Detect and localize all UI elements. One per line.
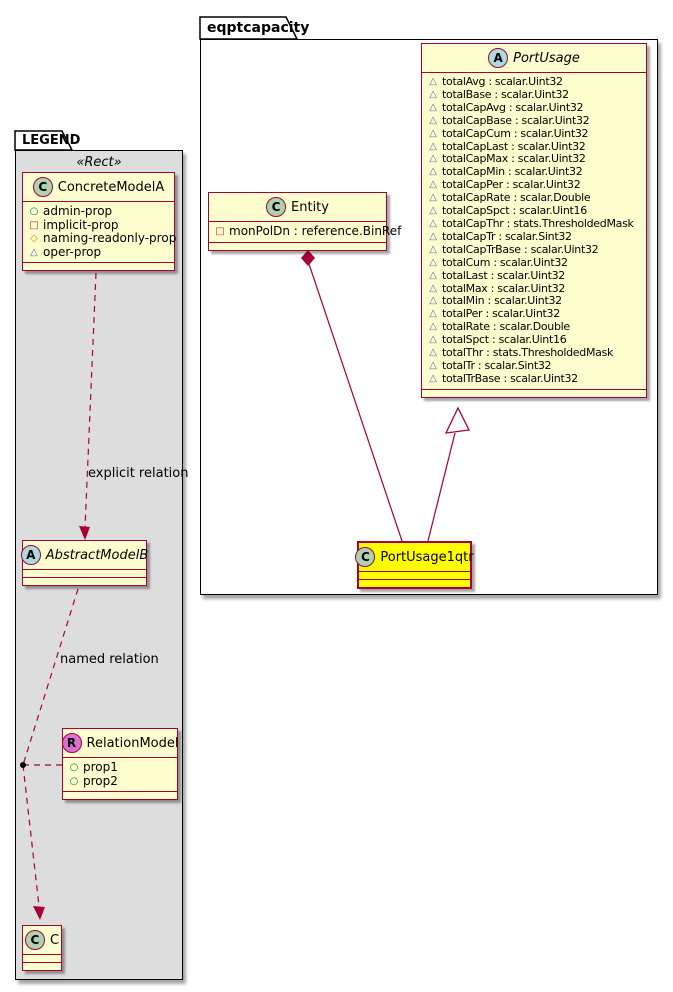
named-relation-arrowhead-icon: [33, 906, 45, 920]
attribute-text: monPolDn : reference.BinRef: [229, 224, 402, 238]
attribute-text: totalCapTrBase : scalar.Uint32: [442, 242, 599, 256]
explicit-relation-arrowhead-icon: [79, 526, 90, 540]
attribute-row: [209, 224, 402, 239]
visibility-icon: △: [429, 372, 437, 384]
attribute-text: oper-prop: [43, 244, 102, 259]
entity-attributes: [209, 222, 402, 242]
attribute-text: totalPer : scalar.Uint32: [442, 307, 560, 321]
attribute-text: totalCapTr : scalar.Sint32: [442, 229, 572, 243]
class-portusage1qtr: [357, 541, 472, 589]
legend-stereotype-label: «Rect»: [76, 155, 122, 170]
class-name: PortUsage1qtr: [380, 549, 474, 565]
attribute-row: [422, 373, 646, 386]
visibility-icon: △: [429, 334, 437, 346]
empty-methods-compartment: [23, 262, 174, 270]
class-name: AbstractModelB: [45, 547, 149, 563]
visibility-icon: △: [429, 282, 437, 294]
visibility-icon: △: [429, 88, 437, 100]
empty-methods-compartment: [422, 389, 646, 397]
class-concretemodela: [22, 172, 175, 271]
visibility-icon: △: [30, 246, 38, 258]
attribute-text: totalCapRate : scalar.Double: [442, 191, 591, 205]
empty-fields-compartment: [23, 570, 146, 577]
composition-line: [309, 264, 402, 541]
visibility-icon: △: [429, 347, 437, 359]
visibility-icon: △: [429, 101, 437, 113]
relation-spot-icon: R: [62, 733, 82, 753]
class-title: [209, 193, 386, 222]
attribute-text: totalCapAvg : scalar.Uint32: [442, 100, 584, 114]
attribute-row: [422, 270, 646, 283]
attribute-row: [63, 775, 177, 789]
visibility-icon: △: [429, 140, 437, 152]
class-name: RelationModel: [86, 735, 179, 751]
visibility-icon: □: [29, 219, 39, 231]
attribute-row: [23, 205, 174, 219]
attribute-row: [63, 761, 177, 775]
class-title: [23, 926, 61, 955]
attribute-text: implicit-prop: [43, 217, 119, 232]
class-relationmodel: [62, 728, 178, 800]
legend-package-label: LEGEND: [22, 133, 81, 148]
visibility-icon: △: [429, 192, 437, 204]
attribute-row: [422, 76, 646, 89]
attribute-text: totalCapLast : scalar.Uint32: [442, 139, 586, 153]
visibility-icon: △: [429, 205, 437, 217]
generalization-line: [428, 433, 455, 541]
visibility-icon: ○: [29, 206, 39, 217]
class-name: ConcreteModelA: [57, 179, 165, 195]
class-title: [23, 173, 174, 202]
class-name: PortUsage: [513, 50, 580, 66]
explicit-relation-line: [85, 273, 96, 528]
attribute-text: totalBase : scalar.Uint32: [442, 87, 569, 101]
named-relation-label: named relation: [60, 652, 159, 667]
empty-fields-compartment: [23, 955, 61, 962]
abstract-spot-icon: A: [488, 48, 508, 68]
visibility-icon: △: [429, 295, 437, 307]
class-portusage: [421, 43, 647, 398]
class-title: [63, 729, 177, 758]
visibility-icon: △: [429, 269, 437, 281]
attribute-text: totalCapCum : scalar.Uint32: [442, 126, 589, 140]
visibility-icon: △: [429, 321, 437, 333]
attribute-text: totalTr : scalar.Sint32: [442, 358, 552, 372]
visibility-icon: ○: [69, 775, 79, 787]
attribute-text: totalCapPer : scalar.Uint32: [442, 178, 581, 192]
attribute-row: [422, 89, 646, 102]
class-c: [22, 925, 62, 971]
attribute-row: [422, 115, 646, 128]
attribute-text: prop2: [83, 773, 118, 788]
class-name: C: [49, 932, 60, 948]
visibility-icon: △: [429, 243, 437, 255]
attribute-text: totalCapSpct : scalar.Uint16: [442, 204, 587, 218]
class-title: [23, 541, 149, 570]
visibility-icon: △: [429, 359, 437, 371]
attribute-row: [23, 246, 174, 260]
class-spot-icon: C: [25, 930, 45, 950]
visibility-icon: △: [429, 114, 437, 126]
portusage-attributes: [422, 73, 646, 389]
visibility-icon: △: [429, 217, 437, 229]
attribute-row: [23, 231, 177, 246]
attribute-text: totalMax : scalar.Uint32: [442, 281, 566, 295]
visibility-icon: △: [429, 166, 437, 178]
named-relation-line-lower: [23, 765, 39, 906]
relationmodel-attributes: [63, 758, 177, 791]
explicit-relation-label: explicit relation: [88, 466, 189, 481]
attribute-text: naming-readonly-prop: [43, 231, 177, 245]
empty-methods-compartment: [23, 962, 61, 970]
class-entity: [208, 192, 402, 251]
attribute-text: totalCapMin : scalar.Uint32: [442, 165, 583, 179]
attribute-text: totalMin : scalar.Uint32: [442, 294, 562, 308]
attribute-text: totalRate : scalar.Double: [442, 320, 570, 334]
concretemodela-attributes: [23, 202, 177, 262]
empty-methods-compartment: [23, 577, 146, 585]
attribute-text: totalThr : stats.ThresholdedMask: [442, 346, 614, 360]
empty-methods-compartment: [359, 579, 470, 587]
abstract-spot-icon: A: [21, 545, 41, 565]
visibility-icon: ◇: [30, 233, 38, 244]
class-spot-icon: C: [33, 177, 53, 197]
visibility-icon: ○: [69, 762, 79, 773]
visibility-icon: △: [429, 153, 437, 165]
visibility-icon: △: [429, 179, 437, 191]
composition-diamond-icon: [301, 250, 315, 266]
junction-dot-icon: [20, 762, 26, 768]
visibility-icon: △: [429, 76, 437, 87]
empty-fields-compartment: [359, 572, 470, 579]
attribute-row: [422, 128, 646, 141]
attribute-row: [422, 347, 646, 360]
visibility-icon: △: [429, 230, 437, 242]
attribute-row: [422, 231, 646, 244]
empty-methods-compartment: [209, 242, 386, 250]
class-spot-icon: C: [266, 197, 286, 217]
attribute-text: totalTrBase : scalar.Uint32: [442, 371, 578, 385]
visibility-icon: △: [429, 308, 437, 320]
attribute-text: totalCum : scalar.Uint32: [442, 255, 568, 269]
attribute-row: [23, 219, 174, 233]
class-title: [359, 543, 474, 572]
visibility-icon: □: [215, 226, 225, 237]
attribute-text: totalAvg : scalar.Uint32: [442, 75, 563, 88]
class-title: [422, 44, 646, 73]
generalization-triangle-icon: [446, 408, 469, 433]
eqptcapacity-package-label: eqptcapacity: [207, 20, 310, 36]
attribute-row: [422, 218, 646, 231]
attribute-row: [422, 102, 646, 115]
visibility-icon: △: [429, 127, 437, 139]
class-abstractmodelb: [22, 540, 147, 586]
attribute-text: admin-prop: [43, 204, 113, 218]
class-spot-icon: C: [355, 547, 375, 567]
attribute-text: prop1: [83, 760, 118, 774]
attribute-row: [422, 257, 646, 270]
visibility-icon: △: [429, 256, 437, 268]
attribute-text: totalSpct : scalar.Uint16: [442, 333, 567, 347]
attribute-text: totalCapBase : scalar.Uint32: [442, 113, 590, 127]
class-name: Entity: [291, 199, 329, 215]
attribute-text: totalCapMax : scalar.Uint32: [442, 152, 586, 166]
attribute-text: totalLast : scalar.Uint32: [442, 268, 565, 282]
empty-methods-compartment: [63, 791, 177, 799]
attribute-text: totalCapThr : stats.ThresholdedMask: [442, 216, 634, 230]
attribute-row: [422, 360, 646, 373]
attribute-row: [422, 244, 646, 257]
